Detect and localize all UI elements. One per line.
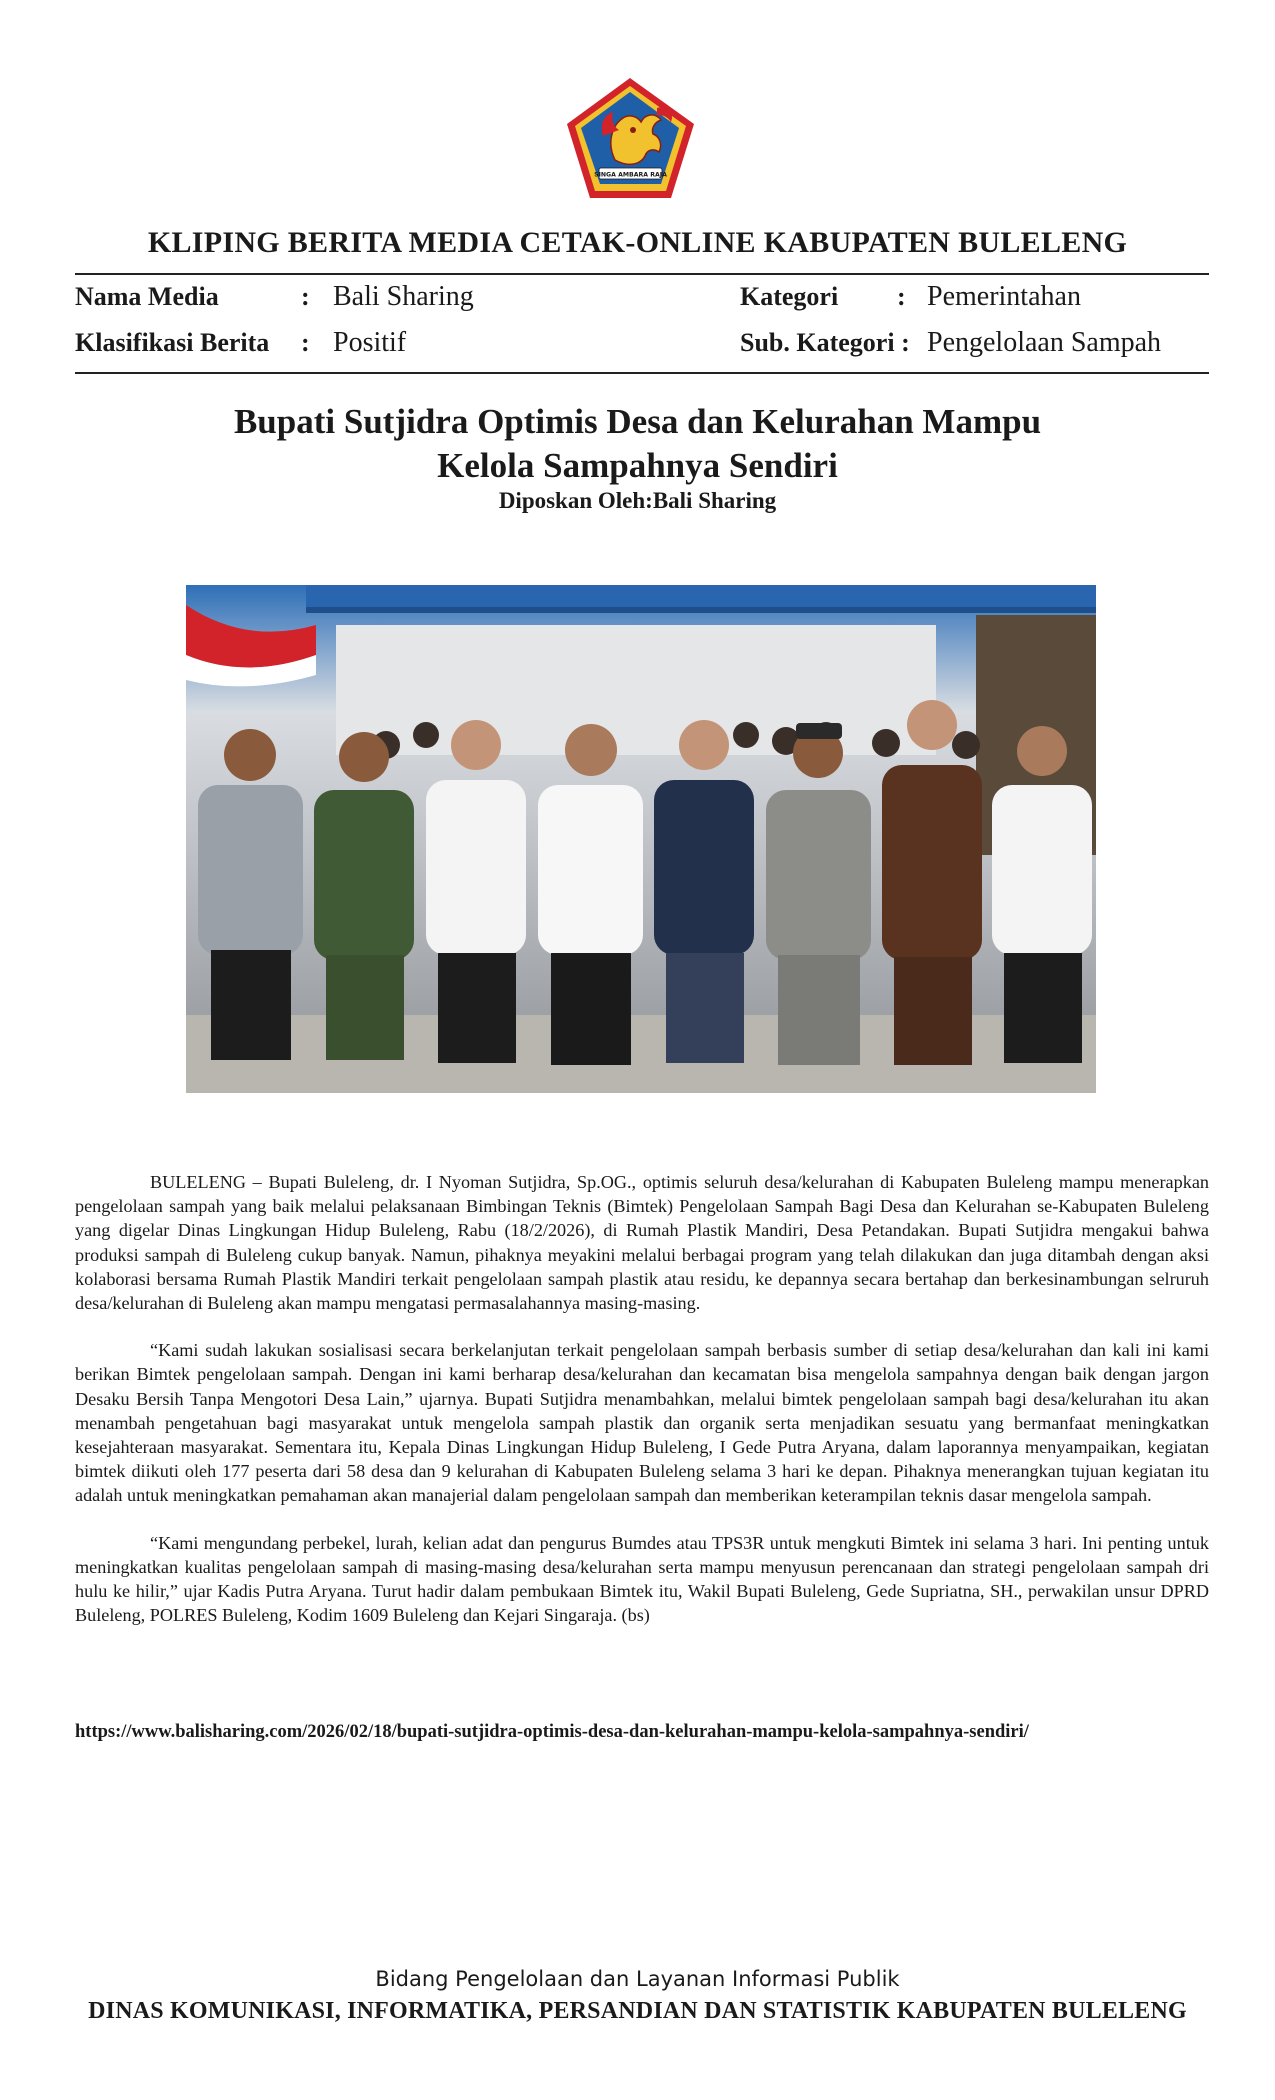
logo-motto: SINGA AMBARA RAJA <box>594 171 667 179</box>
article-headline-line-1: Bupati Sutjidra Optimis Desa dan Kelurahan Mampu <box>233 402 1042 441</box>
header-divider-bottom <box>75 372 1209 374</box>
header-divider-top <box>75 273 1209 275</box>
category-value: Pemerintahan <box>927 281 1081 312</box>
article-byline: Diposkan Oleh:Bali Sharing <box>498 488 777 513</box>
regency-logo <box>563 74 698 202</box>
media-name-colon: : <box>301 282 310 311</box>
media-name-label: Nama Media <box>75 282 219 311</box>
news-classification-colon: : <box>301 328 310 357</box>
footer-division: Bidang Pengelolaan dan Layanan Informasi Publik <box>375 1967 900 1991</box>
subcategory-label: Sub. Kategori : <box>740 328 910 357</box>
subcategory-value: Pengelolaan Sampah <box>927 327 1162 358</box>
article-photo <box>186 585 1096 1093</box>
category-label: Kategori <box>740 282 839 311</box>
source-url: https://www.balisharing.com/2026/02/18/bupati-sutjidra-optimis-desa-dan-kelurahan-mampu-kelola-sampahnya-sendiri/ <box>75 1722 1029 1742</box>
article-paragraph-3: “Kami mengundang perbekel, lurah, kelian adat dan pengurus Bumdes atau TPS3R untuk mengkuti Bimtek ini selama 3 hari. Ini penting untuk meningkatkan kualitas pengelolaan sampah di masing-masing desa/kelurahan serta mampu menyusun perencanaan dan strategi pengelolaan sampah dri hulu ke hilir,” ujar Kadis Putra Aryana. Turut hadir dalam pembukaan Bimtek itu, Wakil Bupati Buleleng, Gede Supriatna, SH., perwakilan unsur DPRD Buleleng, POLRES Buleleng, Kodim 1609 Buleleng dan Kejari Singaraja. (bs) <box>75 1532 1209 1626</box>
article-headline <box>0 400 1275 488</box>
article-paragraph-2: “Kami sudah lakukan sosialisasi secara berkelanjutan terkait pengelolaan sampah berbasis sumber di setiap desa/kelurahan dan kali ini kami berikan Bimtek pengelolaan sampah. Dengan ini kami berharap desa/kelurahan dan kecamatan bisa mengelola sampahnya dengan baik dengan jargon Desaku Bersih Tanpa Mengotori Desa Lain,” ujarnya. Bupati Sutjidra menambahkan, melalui bimtek pengelolaan sampah bagi desa/kelurahan itu akan menambah pengetahuan bagi masyarakat untuk mengelola sampah plastik dan organik serta menjadikan sesuatu yang bermanfaat meningkatkan kesejahteraan masyarakat. Sementara itu, Kepala Dinas Lingkungan Hidup Buleleng, I Gede Putra Aryana, dalam laporannya menyampaikan, kegiatan bimtek diikuti oleh 177 peserta dari 58 desa dan 9 kelurahan di Kabupaten Buleleng selama 3 hari ke depan. Pihaknya menerangkan tujuan kegiatan itu adalah untuk meningkatkan pemahaman akan manajerial dalam pengelolaan sampah dan memberikan keterampilan teknis dasar mengelola sampah. <box>75 1340 1209 1506</box>
media-name-value: Bali Sharing <box>333 281 474 312</box>
news-classification-label: Klasifikasi Berita <box>75 328 270 357</box>
article-headline-line-2: Kelola Sampahnya Sendiri <box>437 446 838 485</box>
footer-agency: DINAS KOMUNIKASI, INFORMATIKA, PERSANDIAN DAN STATISTIK KABUPATEN BULELENG <box>88 1998 1187 2024</box>
singa-ambara-raja-emblem-icon <box>563 74 698 202</box>
category-colon: : <box>897 282 906 311</box>
news-classification-value: Positif <box>333 327 407 358</box>
article-paragraph-1: BULELENG – Bupati Buleleng, dr. I Nyoman Sutjidra, Sp.OG., optimis seluruh desa/kelurahan di Kabupaten Buleleng mampu menerapkan pengelolaan sampah yang baik melalui pelaksanaan Bimbingan Teknis (Bimtek) Pengelolaan Sampah Bagi Desa dan Kelurahan se-Kabupaten Buleleng yang digelar Dinas Lingkungan Hidup Buleleng, Rabu (18/2/2026), di Rumah Plastik Mandiri, Desa Petandakan. Bupati Sutjidra mengakui bahwa produksi sampah di Buleleng cukup banyak. Namun, pihaknya meyakini melalui berbagai program yang telah dilakukan dan juga ditambah dengan aksi kolaborasi bersama Rumah Plastik Mandiri terkait pengelolaan sampah plastik atau residu, ke depannya secara bertahap dan berkesinambungan selruruh desa/kelurahan di Buleleng akan mampu mengatasi permasalahannya masing-masing. <box>75 1172 1209 1314</box>
clipping-header-title: KLIPING BERITA MEDIA CETAK-ONLINE KABUPATEN BULELENG <box>147 226 1128 259</box>
article-body <box>75 1170 1209 1650</box>
group-photo-image <box>186 585 1096 1093</box>
